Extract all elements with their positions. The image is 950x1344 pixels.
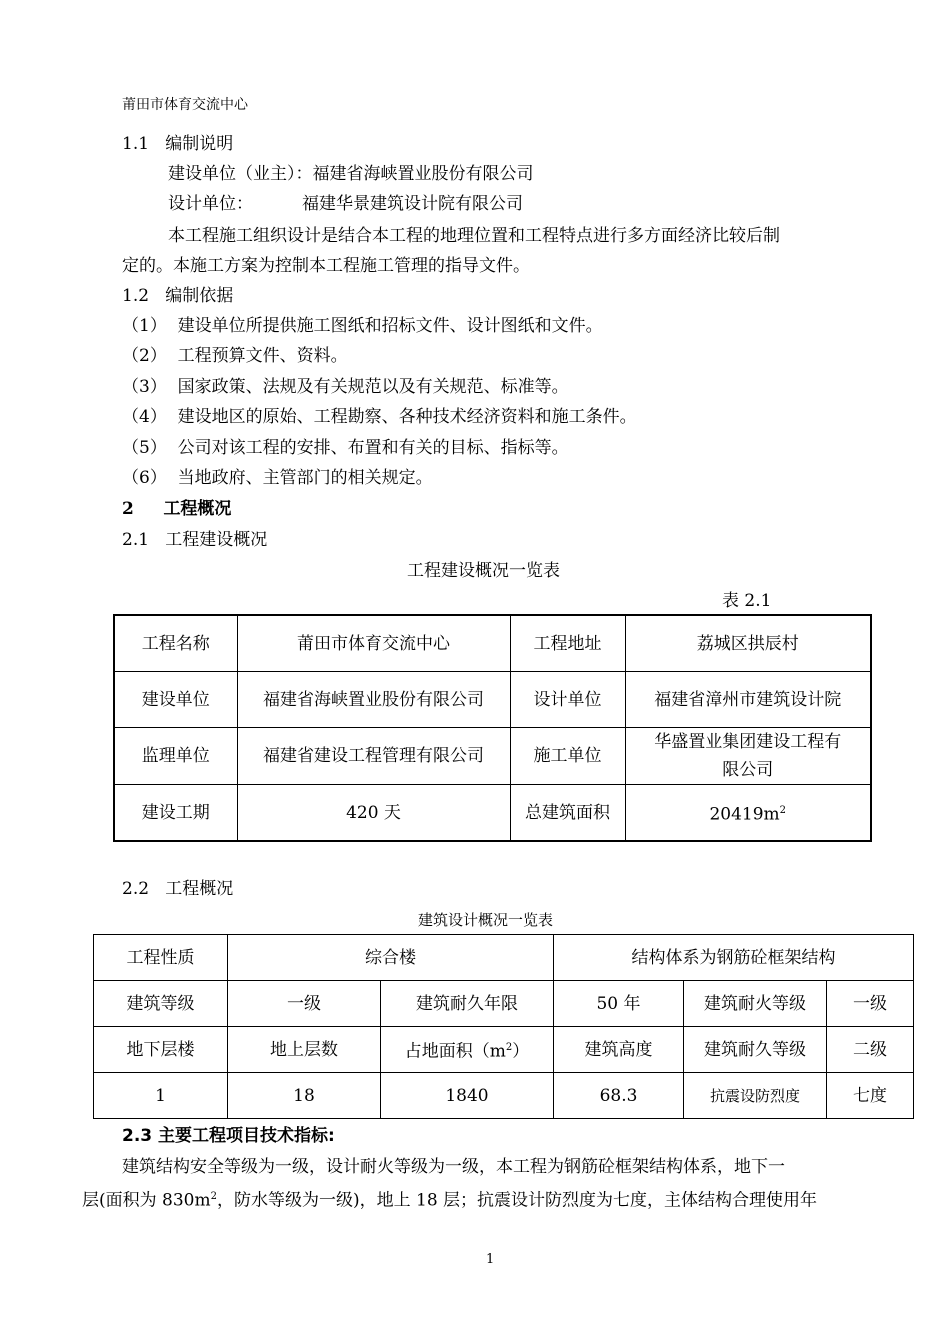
table-cell: 68.3 [554, 1073, 684, 1119]
table-cell: 建筑耐久年限 [381, 981, 554, 1027]
section-title: 工程建设概况 [165, 530, 268, 550]
text: 层(面积为 830m [82, 1190, 211, 1211]
cell-text: 限公司 [722, 760, 774, 780]
project-overview-table [113, 614, 872, 842]
owner-value: 福建省海峡置业股份有限公司 [312, 164, 534, 184]
cell-text: ） [512, 1041, 530, 1062]
section-2-3-heading: 2.3 主要工程项目技术指标: [122, 1126, 335, 1146]
owner-line [168, 164, 534, 184]
table-cell [625, 728, 871, 785]
table-cell: 结构体系为钢筋砼框架结构 [554, 935, 914, 981]
table-row [94, 1073, 914, 1119]
table-row [94, 1027, 914, 1073]
owner-label: 建设单位（业主）： [168, 164, 313, 184]
text: ，防水等级为一级)，地上 18 层；抗震设计防烈度为七度，主体结构合理使用年 [216, 1190, 818, 1211]
table-cell: 综合楼 [228, 935, 554, 981]
cell-text: 华盛置业集团建设工程有 [654, 732, 842, 752]
table-cell: 一级 [228, 981, 381, 1027]
section-title: 编制依据 [165, 286, 234, 306]
table-cell: 工程地址 [510, 615, 625, 672]
section-title: 工程概况 [165, 879, 234, 899]
table-cell: 建设单位 [114, 672, 237, 728]
table-cell: 二级 [827, 1027, 914, 1073]
list-item: （5） 公司对该工程的安排、布置和有关的目标、指标等。 [122, 438, 569, 458]
table-number: 表 2.1 [722, 591, 772, 611]
table-title: 工程建设概况一览表 [407, 561, 560, 581]
table-cell: 荔城区拱辰村 [625, 615, 871, 672]
table-cell: 地上层数 [228, 1027, 381, 1073]
section-number: 1.1 [122, 134, 150, 154]
table-cell: 1840 [381, 1073, 554, 1119]
paragraph-line: 定的。本施工方案为控制本工程施工管理的指导文件。 [122, 256, 530, 276]
paragraph-line [82, 1187, 817, 1211]
table-row [114, 672, 871, 728]
cell-text: 占地面积（m [404, 1041, 506, 1062]
list-item: （2） 工程预算文件、资料。 [122, 346, 348, 366]
designer-label: 设计单位： [168, 194, 253, 214]
table-cell: 420 天 [237, 785, 510, 842]
table-cell: 一级 [827, 981, 914, 1027]
designer-value: 福建华景建筑设计院有限公司 [302, 194, 523, 214]
section-title: 工程概况 [163, 499, 232, 519]
list-item: （4） 建设地区的原始、工程勘察、各种技术经济资料和施工条件。 [122, 407, 637, 427]
page-number: 1 [486, 1252, 495, 1267]
table-title: 建筑设计概况一览表 [418, 911, 554, 929]
paragraph-line: 本工程施工组织设计是结合本工程的地理位置和工程特点进行多方面经济比较后制 [168, 226, 780, 246]
section-number: 1.2 [122, 286, 150, 306]
table-cell: 50 年 [554, 981, 684, 1027]
section-title: 编制说明 [165, 134, 234, 154]
superscript: 2 [210, 1191, 217, 1202]
list-item: （3） 国家政策、法规及有关规范以及有关规范、标准等。 [122, 377, 569, 397]
area-value: 20419m [709, 804, 780, 825]
superscript: 2 [779, 804, 787, 816]
table-row [114, 615, 871, 672]
section-2-1-heading [122, 530, 267, 550]
table-cell: 监理单位 [114, 728, 237, 785]
table-cell: 工程性质 [94, 935, 228, 981]
list-item: （1） 建设单位所提供施工图纸和招标文件、设计图纸和文件。 [122, 316, 603, 336]
table-cell [625, 785, 871, 842]
table-cell: 莆田市体育交流中心 [237, 615, 510, 672]
table-cell: 建筑耐久等级 [684, 1027, 827, 1073]
section-number: 2.2 [122, 879, 150, 899]
superscript: 2 [505, 1041, 513, 1053]
table-cell: 总建筑面积 [510, 785, 625, 842]
table-cell: 抗震设防烈度 [684, 1073, 827, 1119]
section-2-heading [122, 499, 231, 519]
table-cell: 施工单位 [510, 728, 625, 785]
table-cell: 设计单位 [510, 672, 625, 728]
table-row [94, 981, 914, 1027]
table-cell: 七度 [827, 1073, 914, 1119]
section-1-2-heading [122, 286, 233, 306]
page-header: 莆田市体育交流中心 [122, 97, 248, 113]
table-cell: 1 [94, 1073, 228, 1119]
table-cell: 福建省漳州市建筑设计院 [625, 672, 871, 728]
table-cell: 建筑等级 [94, 981, 228, 1027]
table-cell: 建筑耐火等级 [684, 981, 827, 1027]
table-row [94, 935, 914, 981]
section-number: 2.1 [122, 530, 150, 550]
table-row [114, 785, 871, 842]
building-design-table [93, 934, 914, 1119]
table-cell: 工程名称 [114, 615, 237, 672]
table-row [114, 728, 871, 785]
section-number: 2 [122, 499, 134, 519]
section-1-1-heading [122, 134, 233, 154]
table-cell: 地下层楼 [94, 1027, 228, 1073]
table-cell: 18 [228, 1073, 381, 1119]
list-item: （6） 当地政府、主管部门的相关规定。 [122, 468, 433, 488]
table-cell: 福建省海峡置业股份有限公司 [237, 672, 510, 728]
section-2-2-heading [122, 879, 233, 899]
table-cell [381, 1027, 554, 1073]
paragraph-line: 建筑结构安全等级为一级，设计耐火等级为一级，本工程为钢筋砼框架结构体系，地下一 [122, 1157, 785, 1177]
table-cell: 福建省建设工程管理有限公司 [237, 728, 510, 785]
table-cell: 建筑高度 [554, 1027, 684, 1073]
table-cell: 建设工期 [114, 785, 237, 842]
